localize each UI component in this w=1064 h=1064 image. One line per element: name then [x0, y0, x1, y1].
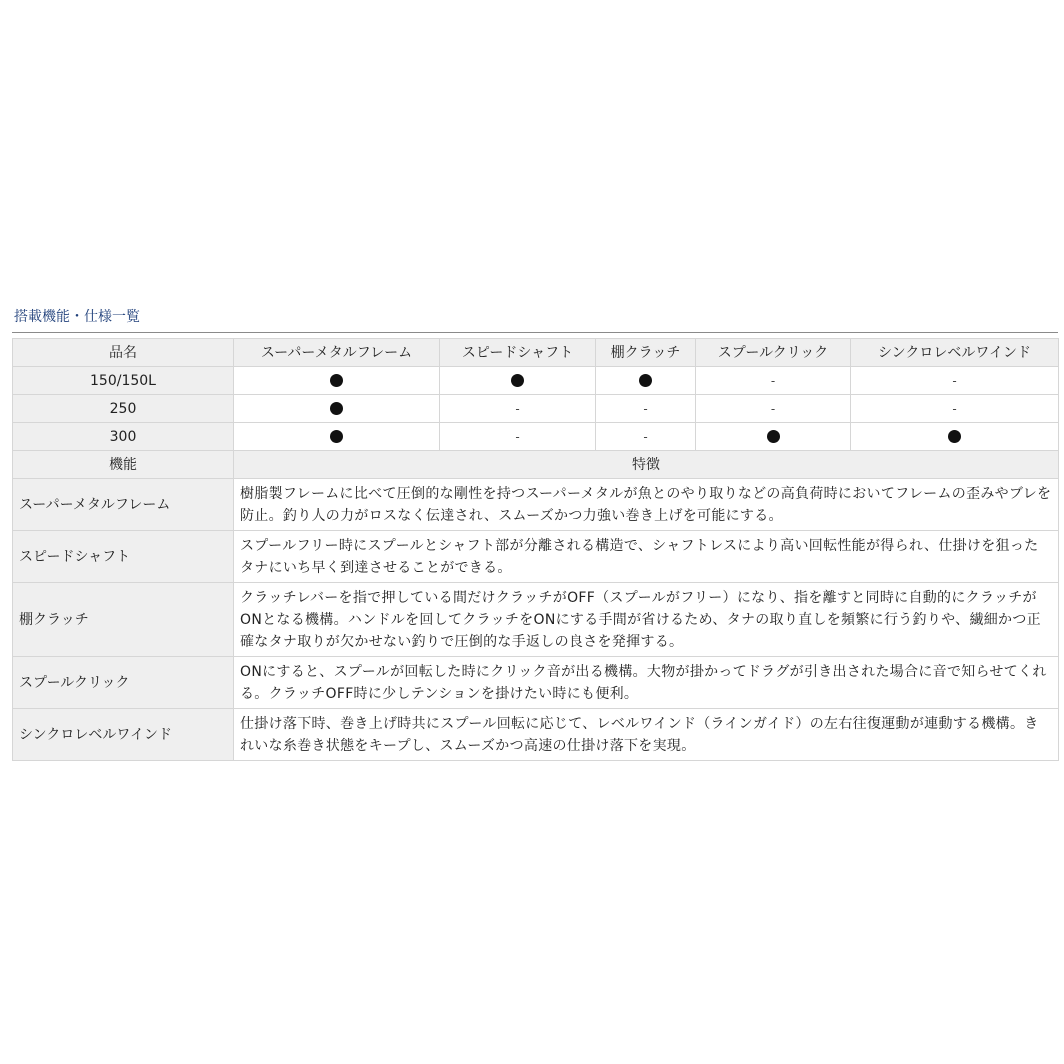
spec-cell — [596, 423, 696, 451]
spec-cell — [596, 395, 696, 423]
feature-row — [13, 583, 1059, 657]
spec-cell — [851, 395, 1059, 423]
feature-description: クラッチレバーを指で押している間だけクラッチがOFF（スプールがフリー）になり、指を離すと同時に自動的にクラッチがONとなる機構。ハンドルを回してクラッチをONにする手間が省けるため、タナの取り直しを頻繁に行う釣りや、繊細かつ正確なタナ取りが欠かせない釣りで圧倒的な手返しの良さを発揮する。 — [234, 583, 1059, 657]
spec-cell — [440, 395, 596, 423]
spec-mark: - — [770, 373, 776, 388]
spec-cell — [234, 367, 440, 395]
spec-row — [13, 423, 1059, 451]
spec-mark: - — [643, 401, 648, 416]
spec-cell — [696, 367, 851, 395]
feature-description: スプールフリー時にスプールとシャフト部が分離される構造で、シャフトレスにより高い回転性能が得られ、仕掛けを狙ったタナにいち早く到達させることができる。 — [234, 531, 1059, 583]
spec-cell — [440, 423, 596, 451]
spec-cell — [596, 367, 696, 395]
spec-cell — [851, 423, 1059, 451]
spec-mark — [330, 402, 343, 415]
spec-table — [12, 338, 1059, 761]
feature-description: 仕掛け落下時、巻き上げ時共にスプール回転に応じて、レベルワインド（ラインガイド）の左右往復運動が連動する機構。きれいな糸巻き状態をキープし、スムーズかつ高速の仕掛け落下を実現。 — [234, 709, 1059, 761]
feature-row — [13, 657, 1059, 709]
spec-mark: - — [952, 401, 957, 416]
spec-mark: - — [952, 373, 957, 388]
header-spool-click: スプールクリック — [696, 339, 851, 367]
header-feature-description: 特徴 — [234, 451, 1059, 479]
feature-name: スーパーメタルフレーム — [13, 479, 234, 531]
spec-row — [13, 367, 1059, 395]
section-title: 搭載機能・仕様一覧 — [14, 309, 140, 325]
spec-cell — [234, 423, 440, 451]
spec-cell — [440, 367, 596, 395]
spec-row — [13, 395, 1059, 423]
spec-mark — [948, 430, 961, 443]
feature-name: スピードシャフト — [13, 531, 234, 583]
title-divider — [12, 332, 1058, 333]
feature-name: 棚クラッチ — [13, 583, 234, 657]
feature-row — [13, 479, 1059, 531]
feature-name: シンクロレベルワインド — [13, 709, 234, 761]
spec-mark — [511, 374, 524, 387]
header-synchro-levelwind: シンクロレベルワインド — [851, 339, 1059, 367]
spec-mark — [330, 374, 343, 387]
spec-mark: - — [515, 401, 520, 416]
spec-mark: - — [515, 429, 520, 444]
feature-header-row — [13, 451, 1059, 479]
header-speed-shaft: スピードシャフト — [440, 339, 596, 367]
spec-cell — [234, 395, 440, 423]
header-feature-name: 機能 — [13, 451, 234, 479]
header-product-name: 品名 — [13, 339, 234, 367]
feature-description: ONにすると、スプールが回転した時にクリック音が出る機構。大物が掛かってドラグが引き出された場合に音で知らせてくれる。クラッチOFF時に少しテンションを掛けたい時にも便利。 — [234, 657, 1059, 709]
feature-row — [13, 709, 1059, 761]
header-super-metal-frame: スーパーメタルフレーム — [234, 339, 440, 367]
spec-cell — [696, 395, 851, 423]
spec-cell — [851, 367, 1059, 395]
spec-mark — [767, 430, 780, 443]
header-tana-clutch: 棚クラッチ — [596, 339, 696, 367]
feature-description: 樹脂製フレームに比べて圧倒的な剛性を持つスーパーメタルが魚とのやり取りなどの高負荷時においてフレームの歪みやブレを防止。釣り人の力がロスなく伝達され、スムーズかつ力強い巻き上げを可能にする。 — [234, 479, 1059, 531]
spec-cell — [696, 423, 851, 451]
feature-name: スプールクリック — [13, 657, 234, 709]
model-name: 300 — [13, 423, 234, 451]
spec-header-row — [13, 339, 1059, 367]
spec-mark — [639, 374, 652, 387]
model-name: 150/150L — [13, 367, 234, 395]
spec-mark: - — [770, 401, 776, 416]
spec-mark: - — [643, 429, 648, 444]
model-name: 250 — [13, 395, 234, 423]
feature-row — [13, 531, 1059, 583]
spec-mark — [330, 430, 343, 443]
